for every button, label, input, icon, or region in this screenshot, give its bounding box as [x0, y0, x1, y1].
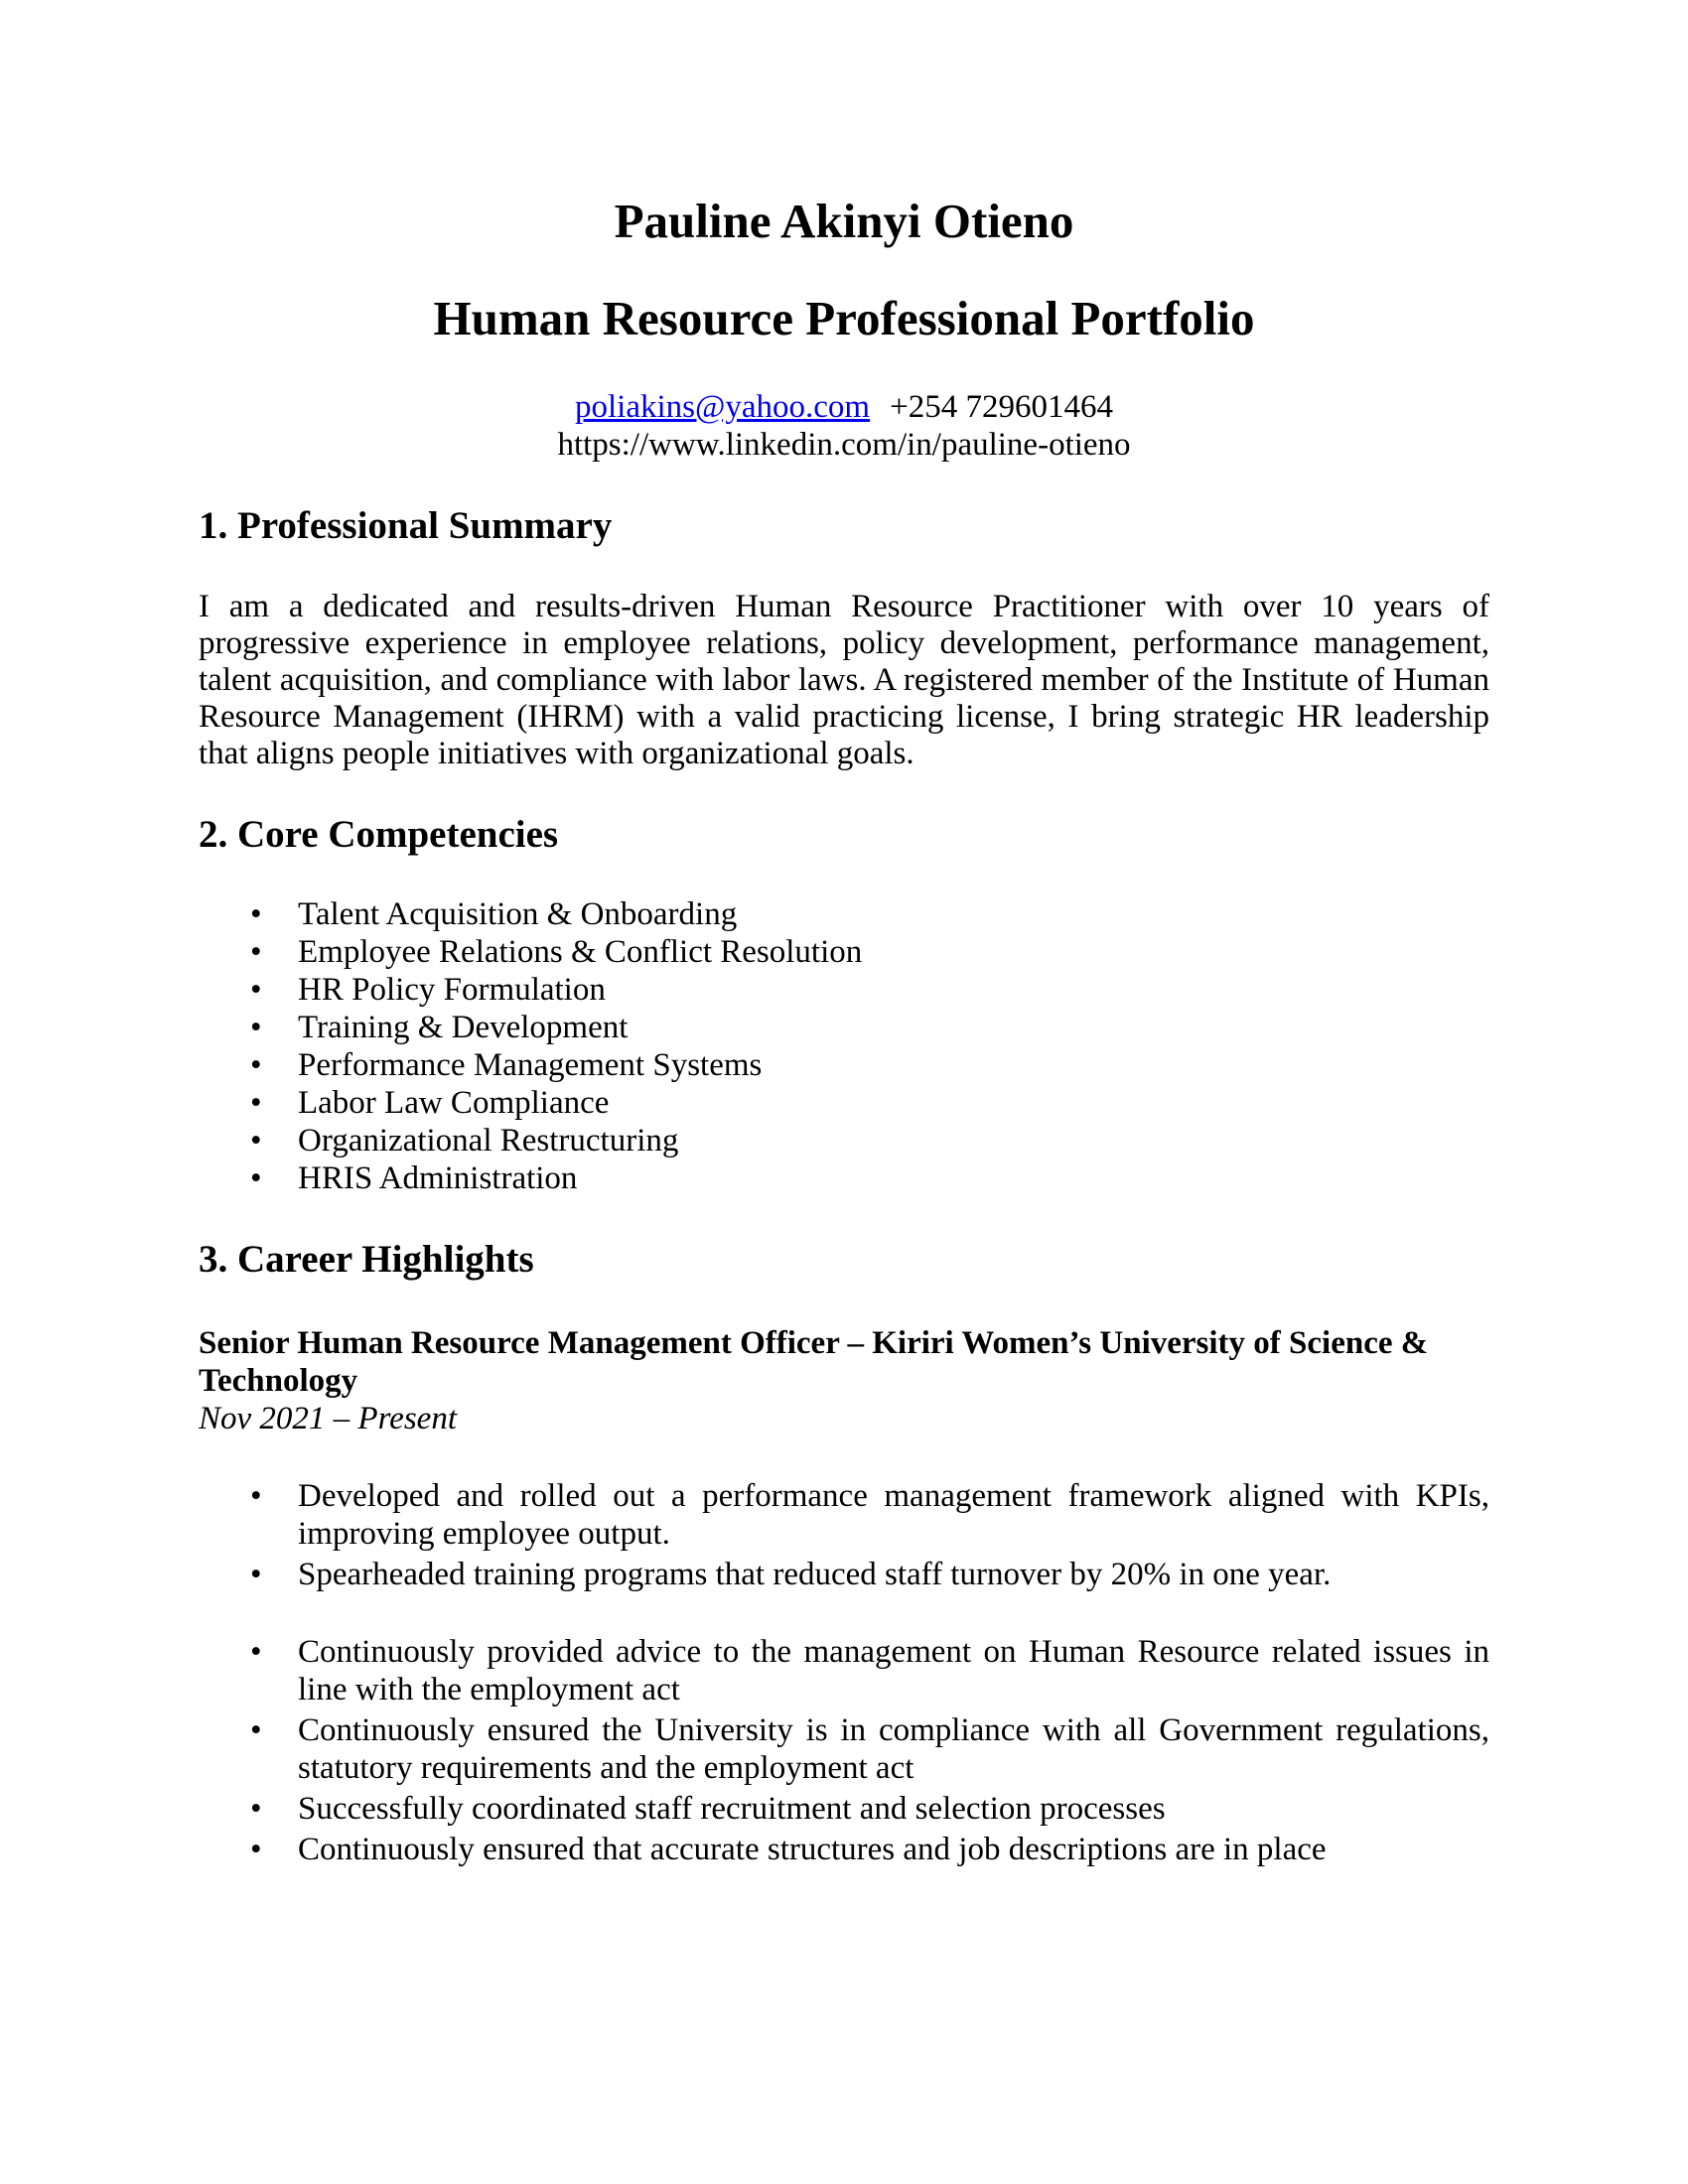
- list-item: • Training & Development: [199, 1009, 1489, 1046]
- list-item: • Labor Law Compliance: [199, 1084, 1489, 1122]
- contact-line-1: [199, 388, 1489, 426]
- person-name: Pauline Akinyi Otieno: [614, 194, 1074, 248]
- job-role-title: Senior Human Resource Management Officer – Kiriri Women’s University of Science & Technology: [199, 1325, 1429, 1399]
- list-item: • HRIS Administration: [199, 1160, 1489, 1197]
- professional-summary-text: I am a dedicated and results-driven Human Resource Practitioner with over 10 years of progressive experience in employee relations, policy development, performance management, talent acquisition, and compliance with labor laws. A registered member of the Institute of Human Resource Management (IHRM) with a valid practicing license, I bring strategic HR leadership that aligns people initiatives with organizational goals.: [199, 589, 1489, 771]
- core-competencies-list: [199, 895, 1489, 1197]
- section-heading-career-highlights: 3. Career Highlights: [199, 1238, 534, 1281]
- list-item: • Successfully coordinated staff recruitment and selection processes: [199, 1790, 1489, 1828]
- list-item: • Performance Management Systems: [199, 1046, 1489, 1084]
- section-heading-professional-summary: 1. Professional Summary: [199, 504, 613, 547]
- list-item: • Talent Acquisition & Onboarding: [199, 895, 1489, 933]
- list-item: • Spearheaded training programs that reduced staff turnover by 20% in one year.: [199, 1556, 1489, 1593]
- list-item: • Employee Relations & Conflict Resolution: [199, 933, 1489, 971]
- linkedin-url: https://www.linkedin.com/in/pauline-otieno: [557, 427, 1131, 463]
- contact-block: [199, 388, 1489, 464]
- list-item: • Continuously ensured the University is in compliance with all Government regulations, statutory requirements and the employment act: [199, 1711, 1489, 1787]
- list-item: • Developed and rolled out a performance management framework aligned with KPIs, improving employee output.: [199, 1477, 1489, 1553]
- section-heading-core-competencies: 2. Core Competencies: [199, 813, 559, 856]
- list-item: • HR Policy Formulation: [199, 971, 1489, 1009]
- list-item: • Continuously provided advice to the management on Human Resource related issues in line with the employment act: [199, 1633, 1489, 1708]
- email-link[interactable]: poliakins@yahoo.com: [575, 389, 871, 425]
- list-item: • Continuously ensured that accurate structures and job descriptions are in place: [199, 1831, 1489, 1868]
- phone-number: +254 729601464: [890, 389, 1113, 425]
- job-role-dates: Nov 2021 – Present: [199, 1401, 457, 1436]
- document-title: Human Resource Professional Portfolio: [433, 291, 1255, 345]
- career-highlights-list: [199, 1477, 1489, 1868]
- list-item: • Organizational Restructuring: [199, 1122, 1489, 1160]
